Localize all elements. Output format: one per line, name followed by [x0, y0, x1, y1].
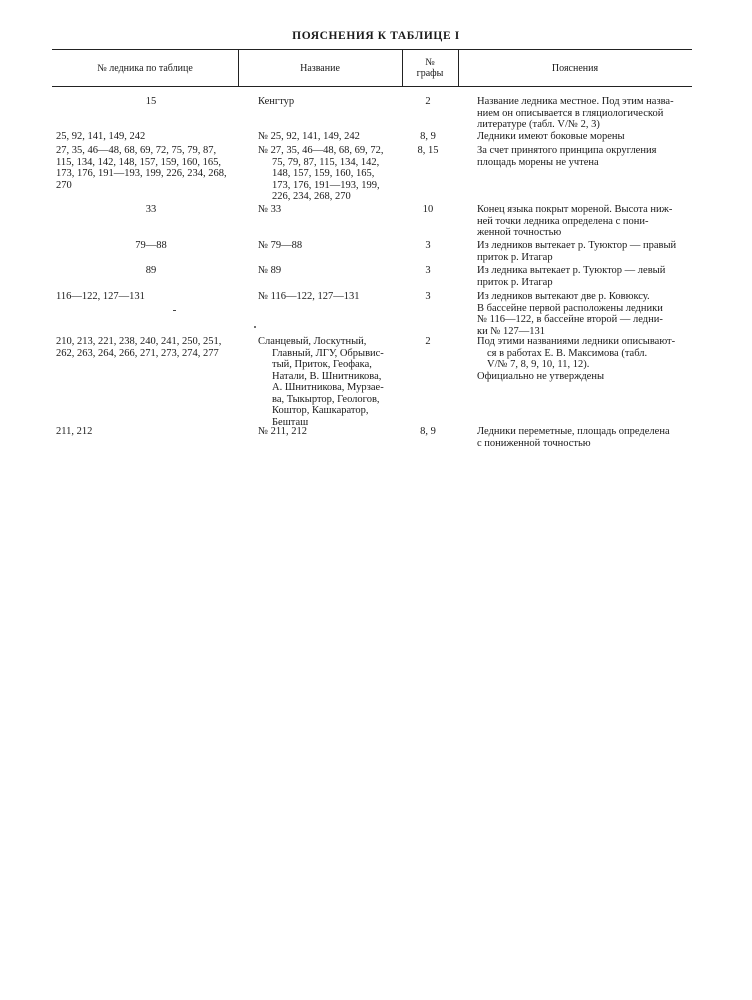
row-1-numbers: 15: [145, 96, 157, 107]
row-1-name: Кенгтур: [258, 96, 295, 107]
row-2-name: № 25, 92, 141, 149, 242: [258, 131, 360, 142]
row-7-column: 3: [425, 291, 431, 302]
row-7-notes: Из ледников вытекают две р. Ковюксу. В бассейне первой расположены ледники № 116—122, в бассейне второй — ледни- ки № 127—131: [477, 291, 663, 337]
row-3-numbers: 27, 35, 46—48, 68, 69, 72, 75, 79, 87, 115, 134, 142, 148, 157, 159, 160, 165, 173, 176, 191—193, 199, 226, 234, 268, 270: [56, 145, 227, 191]
row-9-numbers: 211, 212: [56, 426, 93, 437]
header-column-number: [402, 50, 458, 86]
row-7-name: № 116—122, 127—131: [258, 291, 360, 302]
row-8-numbers: 210, 213, 221, 238, 240, 241, 250, 251, 262, 263, 264, 266, 271, 273, 274, 277: [56, 336, 222, 359]
row-2-notes: Ледники имеют боковые морены: [477, 131, 625, 142]
row-9-name: № 211, 212: [258, 426, 308, 437]
row-3-notes: За счет принятого принципа округления площадь морены не учтена: [477, 145, 657, 168]
row-8-notes: Под этими названиями ледники описывают- ся в работах Е. В. Максимова (табл. V/№ 7, 8, 9, 10, 11, 12). Официально не утверждены: [477, 336, 676, 382]
row-3-column: 8, 15: [417, 145, 439, 156]
row-7-numbers: 116—122, 127—131: [56, 291, 145, 302]
header-glacier-number: № ледника по таблице: [97, 62, 193, 74]
page-title: ПОЯСНЕНИЯ К ТАБЛИЦЕ I: [292, 30, 460, 42]
row-6-numbers: 89: [145, 265, 157, 276]
scan-speck: [254, 326, 256, 328]
row-5-name: № 79—88: [258, 240, 303, 251]
row-6-notes: Из ледника вытекает р. Туюктор — левый приток р. Итагар: [477, 265, 666, 288]
row-5-numbers: 79—88: [135, 240, 167, 251]
row-9-column: 8, 9: [420, 426, 436, 437]
row-9-notes: Ледники переметные, площадь определена с пониженной точностью: [477, 426, 670, 449]
row-2-numbers: 25, 92, 141, 149, 242: [56, 131, 146, 142]
row-1-notes: Название ледника местное. Под этим назва- нием он описывается в гляциологической литературе (табл. V/№ 2, 3): [477, 96, 674, 130]
row-4-numbers: 33: [145, 204, 157, 215]
row-4-notes: Конец языка покрыт мореной. Высота ниж- ней точки ледника определена с пони- женной точностью: [477, 204, 673, 238]
row-6-column: 3: [425, 265, 431, 276]
row-1-column: 2: [425, 96, 431, 107]
header-name: Название: [300, 62, 340, 74]
row-5-column: 3: [425, 240, 431, 251]
scan-speck: [173, 310, 176, 311]
row-4-column: 10: [422, 204, 434, 215]
row-6-name: № 89: [258, 265, 282, 276]
row-5-notes: Из ледников вытекает р. Туюктор — правый приток р. Итагар: [477, 240, 677, 263]
row-4-name: № 33: [258, 204, 282, 215]
row-3-name: № 27, 35, 46—48, 68, 69, 72, 75, 79, 87, 115, 134, 142, 148, 157, 159, 160, 165, 173, 176, 191—193, 199, 226, 234, 268, 270: [258, 145, 384, 202]
row-8-column: 2: [425, 336, 431, 347]
header-column-number-line2: графы: [416, 68, 444, 79]
header-column-number-line1: №: [425, 57, 435, 68]
header-notes: Пояснения: [551, 62, 599, 74]
table-header-rule: [52, 86, 692, 87]
row-8-name: Сланцевый, Лоскутный, Главный, ЛГУ, Обрывис- тый, Приток, Геофака, Натали, В. Шнитникова, А. Шнитникова, Мурзае- ва, Тыкыртор, Геологов, Коштор, Кашкаратор, Бешташ: [258, 336, 384, 428]
row-2-column: 8, 9: [420, 131, 436, 142]
